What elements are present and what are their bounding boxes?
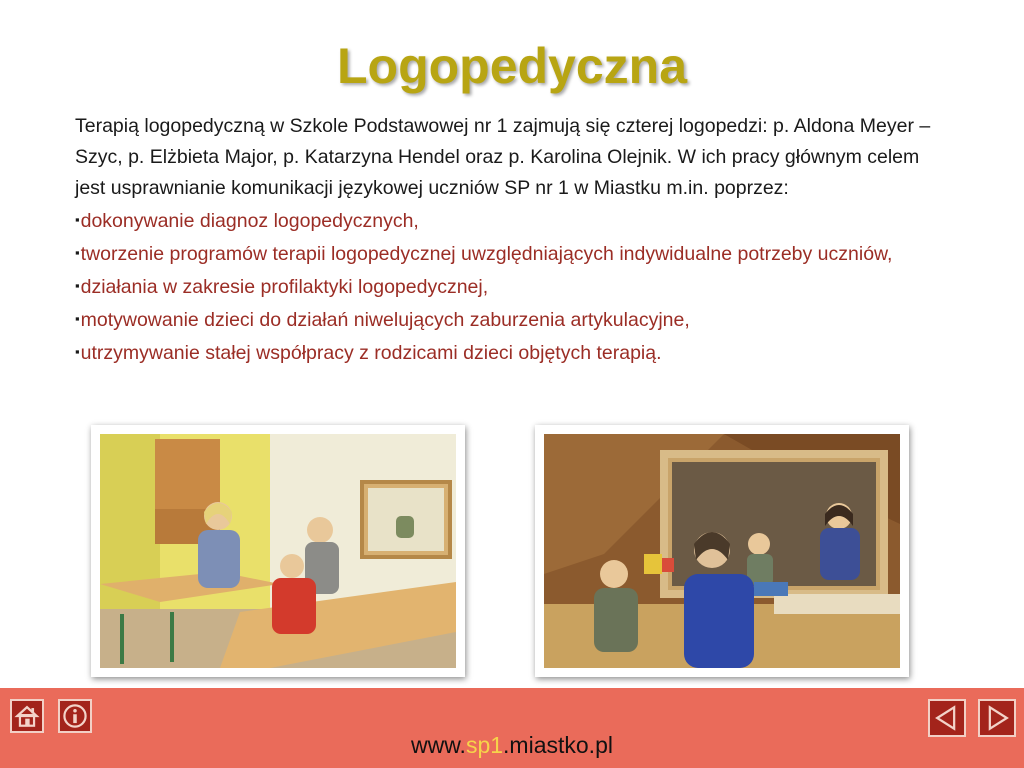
bullet-item xyxy=(75,237,955,270)
bullet-text: motywowanie dzieci do działań niwelujących zaburzenia artykulacyjne, xyxy=(80,309,690,331)
bullet-item xyxy=(75,270,955,303)
slide-body xyxy=(75,111,955,369)
bullet-marker: ▪ xyxy=(75,311,80,326)
info-icon xyxy=(60,701,90,731)
therapy-room-photo xyxy=(535,425,909,677)
bullet-marker: ▪ xyxy=(75,278,80,293)
bullet-text: dokonywanie diagnoz logopedycznych, xyxy=(80,210,419,232)
home-button[interactable] xyxy=(10,699,44,733)
previous-slide-button[interactable] xyxy=(928,699,966,737)
site-url-suffix: .miastko.pl xyxy=(503,732,613,758)
bullet-text: tworzenie programów terapii logopedycznej uwzględniających indywidualne potrzeby uczniów, xyxy=(80,243,893,265)
slide-title: Logopedyczna xyxy=(336,38,688,94)
home-icon xyxy=(12,701,42,731)
triangle-left-icon xyxy=(930,701,964,735)
site-url-prefix: www. xyxy=(411,732,466,758)
bullet-item xyxy=(75,336,955,369)
bullet-text: utrzymywanie stałej współpracy z rodzicami dzieci objętych terapią. xyxy=(80,342,662,364)
bullet-item xyxy=(75,204,955,237)
bullet-marker: ▪ xyxy=(75,245,80,260)
bullet-marker: ▪ xyxy=(75,212,80,227)
bullet-list xyxy=(75,204,955,369)
site-url xyxy=(0,730,1024,760)
intro-paragraph: Terapią logopedyczną w Szkole Podstawowej nr 1 zajmują się czterej logopedzi: p. Aldona Meyer – Szyc, p. Elżbieta Major, p. Katarzyna Hendel oraz p. Karolina Olejnik. W ich pracy głównym celem jest usprawnianie komunikacji językowej uczniów SP nr 1 w Miastku m.in. poprzez: xyxy=(75,115,931,199)
classroom-photo-illustration xyxy=(100,434,456,668)
bullet-text: działania w zakresie profilaktyki logopedycznej, xyxy=(80,276,489,298)
triangle-right-icon xyxy=(980,701,1014,735)
info-button[interactable] xyxy=(58,699,92,733)
therapy-room-photo-illustration xyxy=(544,434,900,668)
classroom-photo xyxy=(91,425,465,677)
bullet-item xyxy=(75,303,955,336)
footer-bar xyxy=(0,688,1024,768)
bullet-marker: ▪ xyxy=(75,344,80,359)
site-url-accent: sp1 xyxy=(465,732,504,758)
next-slide-button[interactable] xyxy=(978,699,1016,737)
